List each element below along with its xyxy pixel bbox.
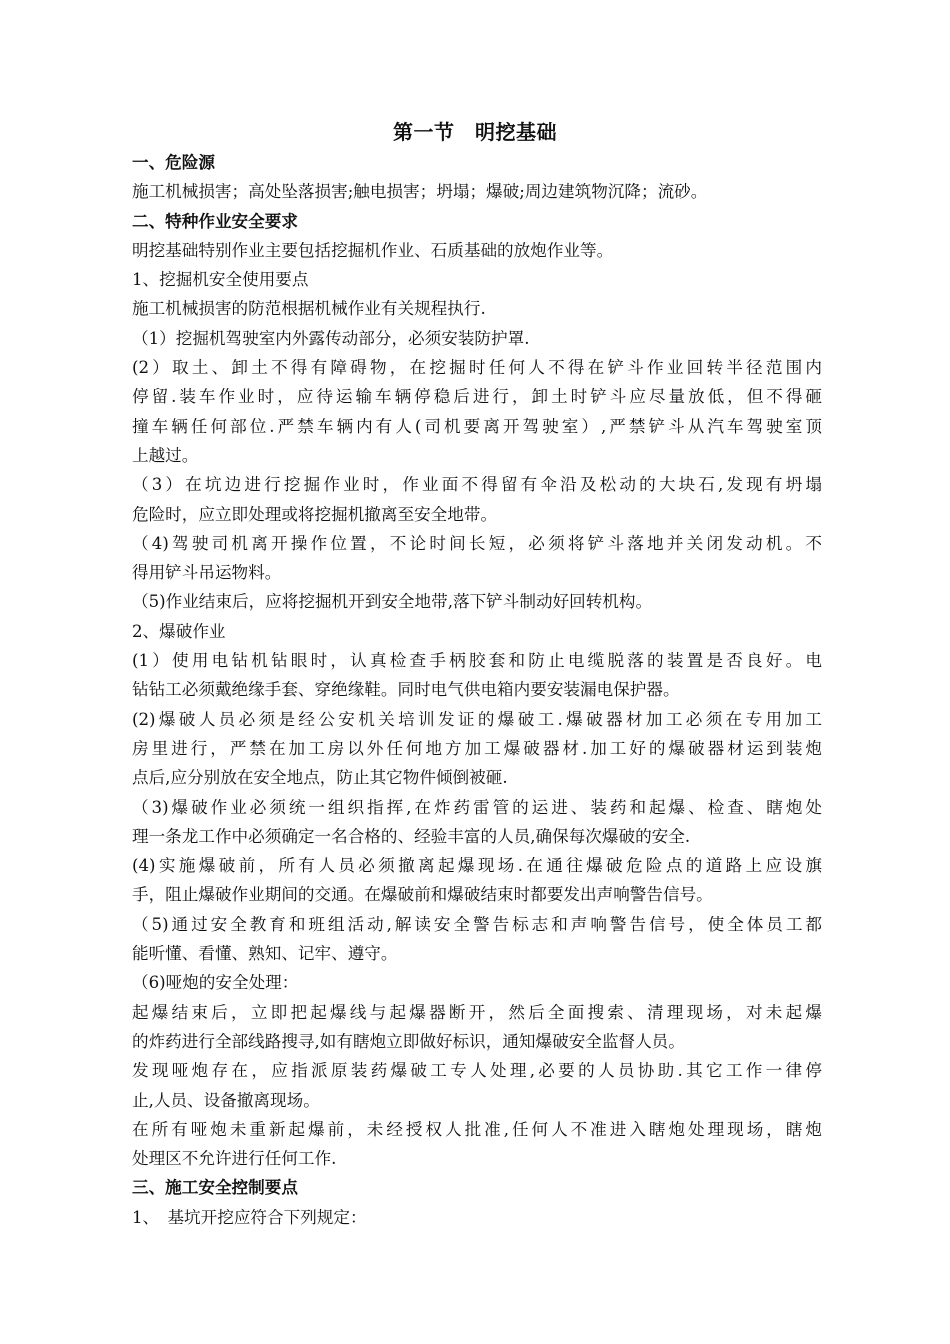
- text-line: 点后,应分别放在安全地点，防止其它物件倾倒被砸.: [132, 768, 508, 788]
- text-line: 明挖基础特别作业主要包括挖掘机作业、石质基础的放炮作业等。: [132, 240, 614, 260]
- text-line: （6)哑炮的安全处理：: [132, 973, 299, 993]
- text-line: 2、爆破作业: [132, 621, 226, 641]
- text-line: 的炸药进行全部线路搜寻,如有瞎炮立即做好标识，通知爆破安全监督人员。: [132, 1031, 685, 1051]
- text-line: 危险时，应立即处理或将挖掘机撤离至安全地带。: [132, 504, 498, 524]
- document-body: [132, 148, 822, 1232]
- text-line: 在所有哑炮未重新起爆前，未经授权人批准,任何人不准进入瞎炮处理现场，瞎炮: [132, 1119, 822, 1139]
- text-line: （4)驾驶司机离开操作位置，不论时间长短，必须将铲斗落地并关闭发动机。不: [132, 533, 822, 553]
- section-heading: 一、危险源: [132, 153, 215, 172]
- text-line: （1）挖掘机驾驶室内外露传动部分，必须安装防护罩.: [132, 328, 530, 348]
- text-line: 起爆结束后，立即把起爆线与起爆器断开，然后全面搜索、清理现场，对未起爆: [132, 1002, 822, 1022]
- text-line: 施工机械损害；高处坠落损害;触电损害；坍塌；爆破;周边建筑物沉降；流砂。: [132, 182, 708, 202]
- text-line: 得用铲斗吊运物料。: [132, 563, 282, 583]
- text-line: 钻钻工必须戴绝缘手套、穿绝缘鞋。同时电气供电箱内要安装漏电保护器。: [132, 680, 680, 700]
- text-line: (2)爆破人员必须是经公安机关培训发证的爆破工.爆破器材加工必须在专用加工: [132, 709, 822, 729]
- text-line: 处理区不允许进行任何工作.: [132, 1149, 337, 1169]
- text-line: (4)实施爆破前，所有人员必须撤离起爆现场.在通往爆破危险点的道路上应设旗: [132, 856, 822, 876]
- section-heading: 二、特种作业安全要求: [132, 211, 298, 231]
- text-line: 止,人员、设备撤离现场。: [132, 1090, 320, 1110]
- text-line: （5)通过安全教育和班组活动,解读安全警告标志和声响警告信号，使全体员工都: [132, 914, 822, 934]
- page-title: 第一节 明挖基础: [393, 120, 557, 144]
- text-line: (1）使用电钻机钻眼时，认真检查手柄胶套和防止电缆脱落的装置是否良好。电: [132, 651, 822, 671]
- text-line: 房里进行，严禁在加工房以外任何地方加工爆破器材.加工好的爆破器材运到装炮: [132, 738, 822, 758]
- text-line: 停留.装车作业时，应待运输车辆停稳后进行，卸土时铲斗应尽量放低，但不得砸: [132, 387, 822, 407]
- text-line: 理一条龙工作中必须确定一名合格的、经验丰富的人员,确保每次爆破的安全.: [132, 826, 691, 846]
- text-line: （3）在坑边进行挖掘作业时，作业面不得留有伞沿及松动的大块石,发现有坍塌: [132, 475, 822, 495]
- text-line: 1、 基坑开挖应符合下列规定：: [132, 1207, 367, 1227]
- text-line: (2）取土、卸土不得有障碍物，在挖掘时任何人不得在铲斗作业回转半径范围内: [132, 358, 822, 378]
- text-line: 手，阻止爆破作业期间的交通。在爆破前和爆破结束时都要发出声响警告信号。: [132, 885, 713, 905]
- text-line: 发现哑炮存在，应指派原装药爆破工专人处理,必要的人员协助.其它工作一律停: [132, 1061, 822, 1081]
- text-line: 1、挖掘机安全使用要点: [132, 270, 309, 290]
- text-line: 撞车辆任何部位.严禁车辆内有人(司机要离开驾驶室）,严禁铲斗从汽车驾驶室顶: [132, 416, 822, 436]
- section-heading: 三、施工安全控制要点: [132, 1178, 298, 1198]
- text-line: 上越过。: [132, 445, 199, 465]
- text-line: 施工机械损害的防范根据机械作业有关规程执行.: [132, 299, 486, 319]
- text-line: （3)爆破作业必须统一组织指挥,在炸药雷管的运进、装药和起爆、检查、瞎炮处: [132, 797, 822, 817]
- text-line: 能听懂、看懂、熟知、记牢、遵守。: [132, 944, 398, 964]
- text-line: （5)作业结束后，应将挖掘机开到安全地带,落下铲斗制动好回转机构。: [132, 592, 653, 612]
